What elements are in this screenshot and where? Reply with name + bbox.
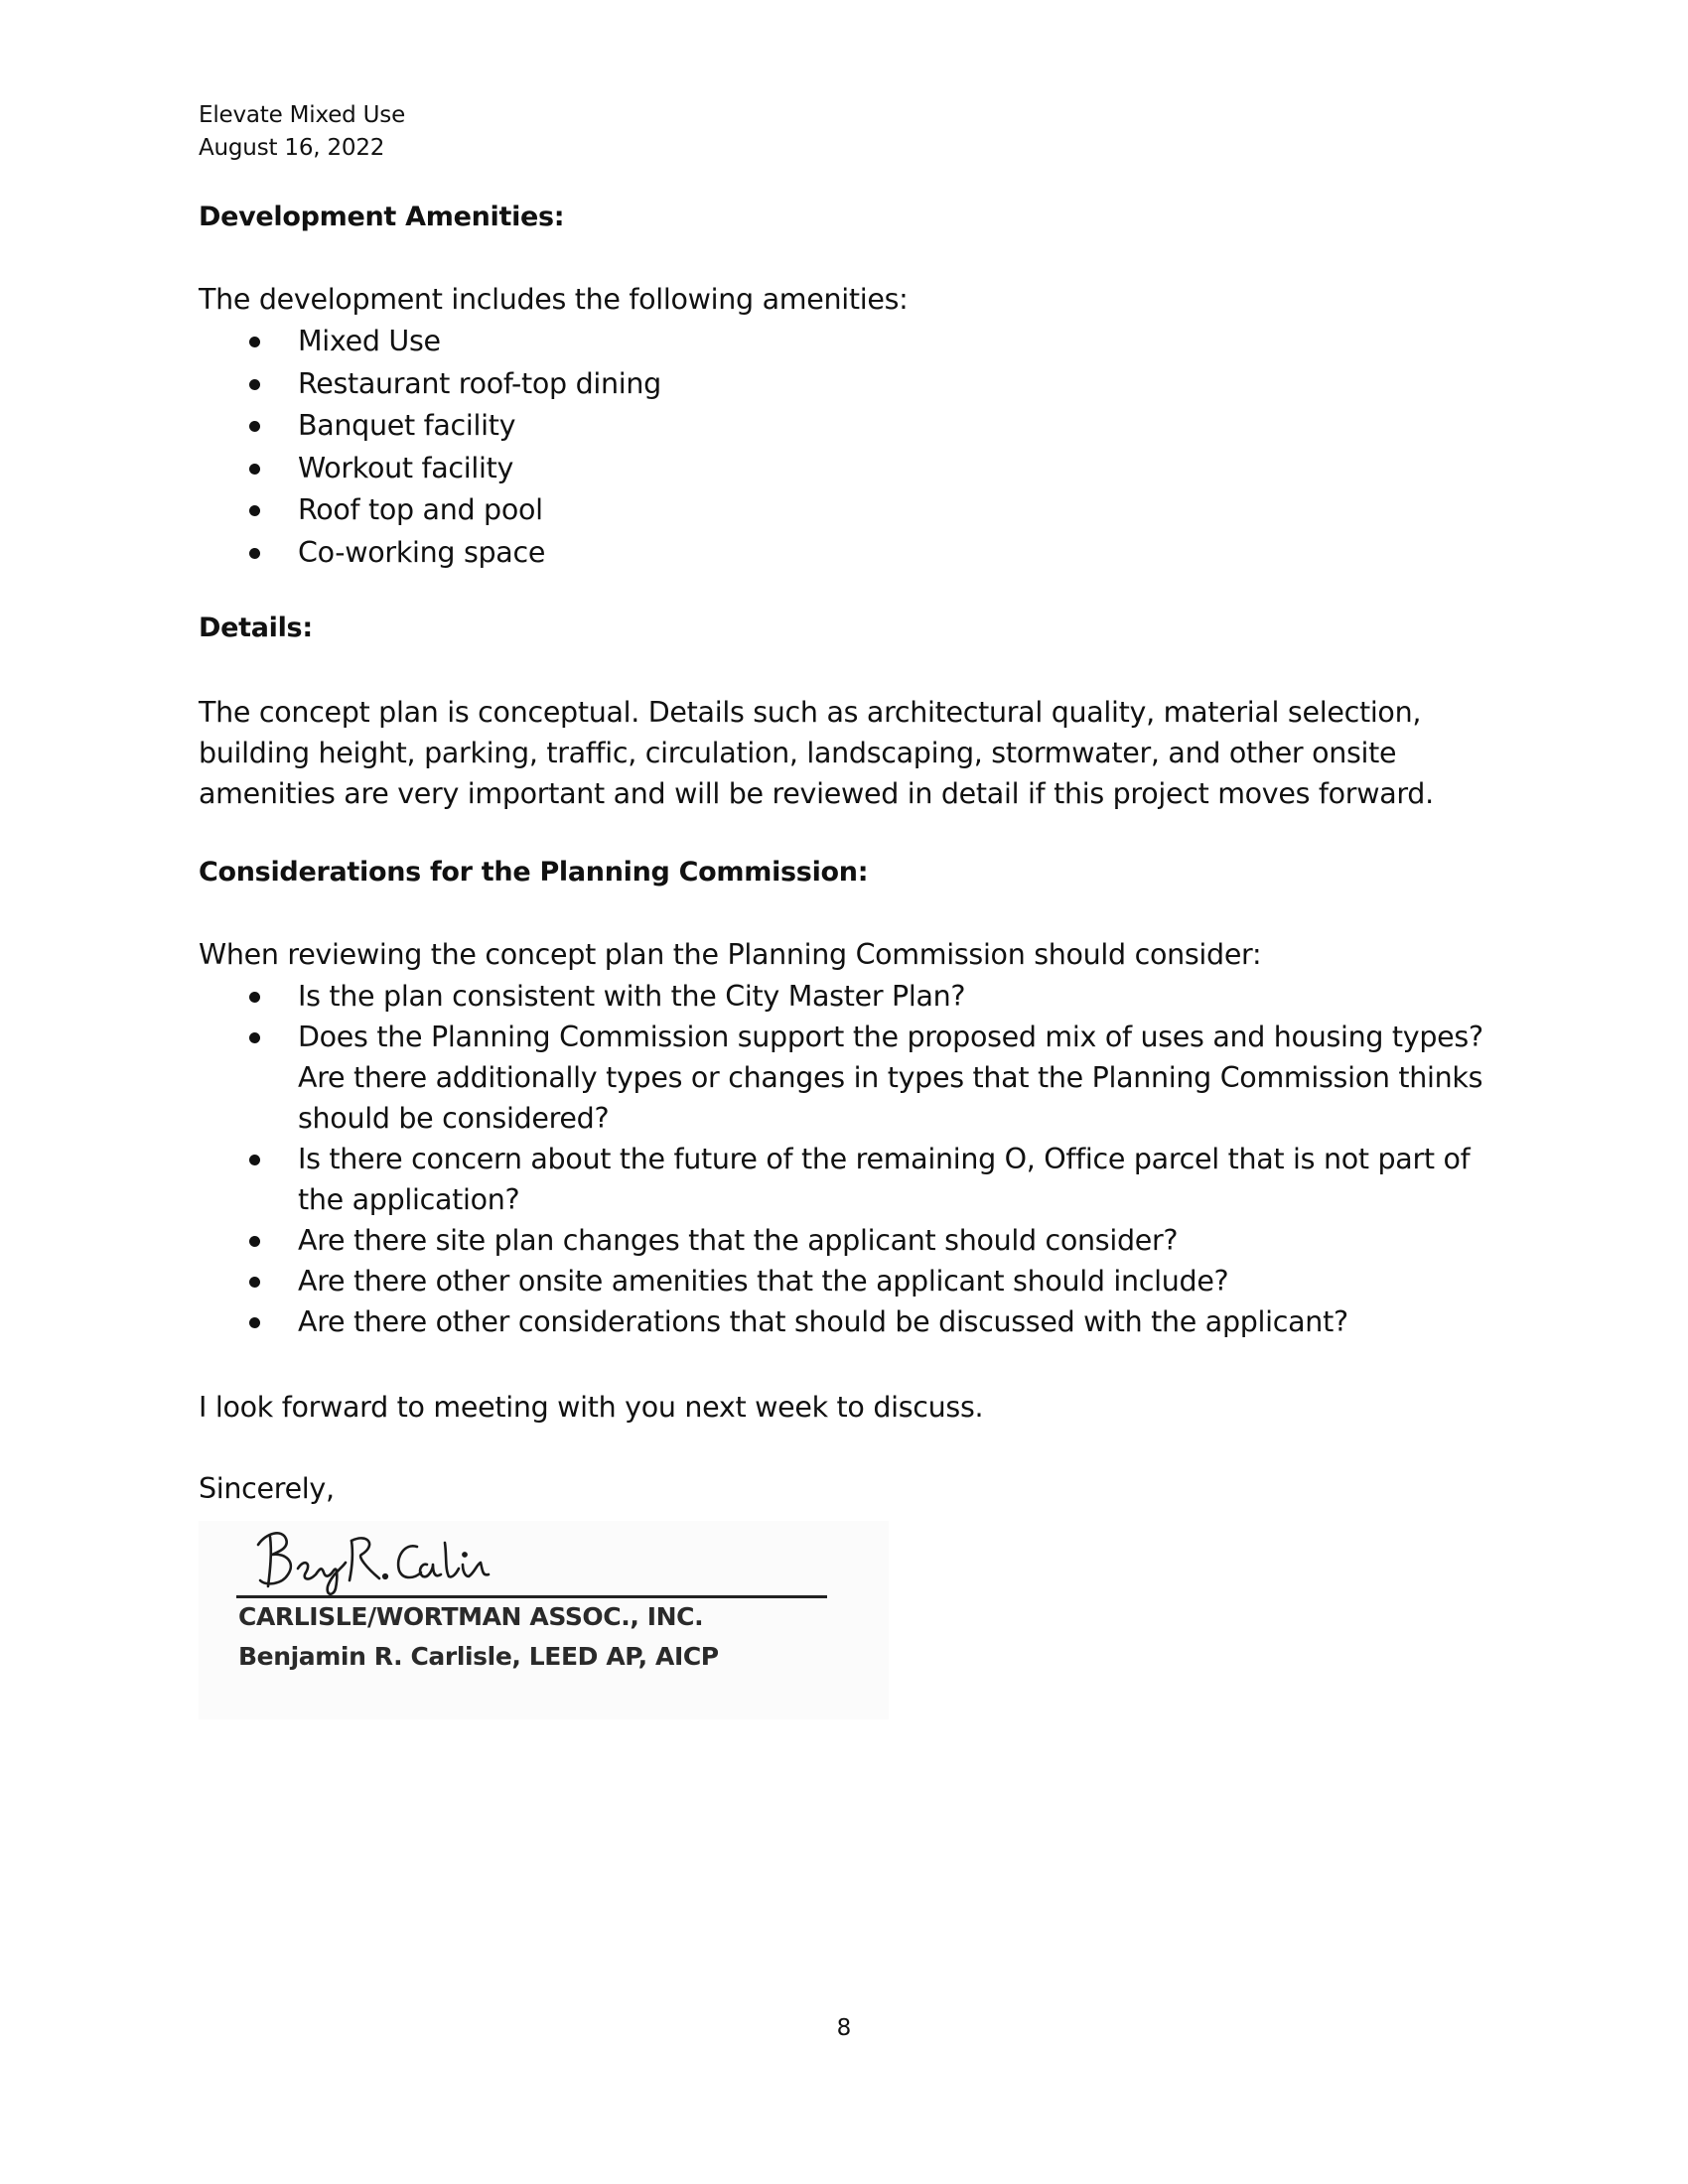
bullet-icon xyxy=(249,464,260,475)
signature-name: Benjamin R. Carlisle, LEED AP, AICP xyxy=(238,1642,719,1671)
bullet-icon xyxy=(249,1155,260,1165)
list-item: Are there other onsite amenities that the applicant should include? xyxy=(199,1261,1509,1301)
bullet-icon xyxy=(249,1317,260,1328)
project-name: Elevate Mixed Use xyxy=(199,102,406,128)
signature-line xyxy=(236,1595,827,1598)
bullet-icon xyxy=(249,1236,260,1247)
list-item: Workout facility xyxy=(199,448,1509,490)
considerations-intro: When reviewing the concept plan the Planning Commission should consider: xyxy=(199,938,1262,971)
closing-text: I look forward to meeting with you next week to discuss. xyxy=(199,1391,984,1424)
page-number: 8 xyxy=(836,2015,852,2041)
list-item: Roof top and pool xyxy=(199,489,1509,532)
amenities-intro: The development includes the following amenities: xyxy=(199,283,909,316)
list-item: Mixed Use xyxy=(199,321,1509,363)
bullet-icon xyxy=(249,548,260,559)
bullet-icon xyxy=(249,337,260,347)
bullet-icon xyxy=(249,379,260,390)
list-item: Does the Planning Commission support the proposed mix of uses and housing types? Are there additionally types or changes in types that the Planning Commission thinks should be considered? xyxy=(199,1017,1509,1139)
amenities-list xyxy=(199,321,1509,574)
document-date: August 16, 2022 xyxy=(199,135,385,161)
considerations-heading: Considerations for the Planning Commission: xyxy=(199,857,869,887)
details-heading: Details: xyxy=(199,613,313,643)
bullet-icon xyxy=(249,1277,260,1288)
bullet-icon xyxy=(249,1032,260,1043)
list-item: Are there site plan changes that the applicant should consider? xyxy=(199,1220,1509,1261)
signature-company: CARLISLE/WORTMAN ASSOC., INC. xyxy=(238,1602,704,1631)
bullet-icon xyxy=(249,992,260,1003)
handwritten-signature xyxy=(246,1523,544,1602)
list-item: Is there concern about the future of the remaining O, Office parcel that is not part of the application? xyxy=(199,1139,1509,1220)
amenities-heading: Development Amenities: xyxy=(199,202,565,232)
bullet-icon xyxy=(249,421,260,432)
bullet-icon xyxy=(249,505,260,516)
details-paragraph: The concept plan is conceptual. Details such as architectural quality, material selection, building height, parking, traffic, circulation, landscaping, stormwater, and other onsite amenities are very important and will be reviewed in detail if this project moves forward. xyxy=(199,696,1434,810)
considerations-list xyxy=(199,976,1509,1342)
list-item: Is the plan consistent with the City Master Plan? xyxy=(199,976,1509,1017)
list-item: Restaurant roof-top dining xyxy=(199,363,1509,406)
signature-block xyxy=(199,1521,889,1719)
list-item: Banquet facility xyxy=(199,405,1509,448)
document-header xyxy=(199,99,405,165)
salutation: Sincerely, xyxy=(199,1472,335,1505)
list-item: Co-working space xyxy=(199,532,1509,575)
list-item: Are there other considerations that should be discussed with the applicant? xyxy=(199,1301,1509,1342)
